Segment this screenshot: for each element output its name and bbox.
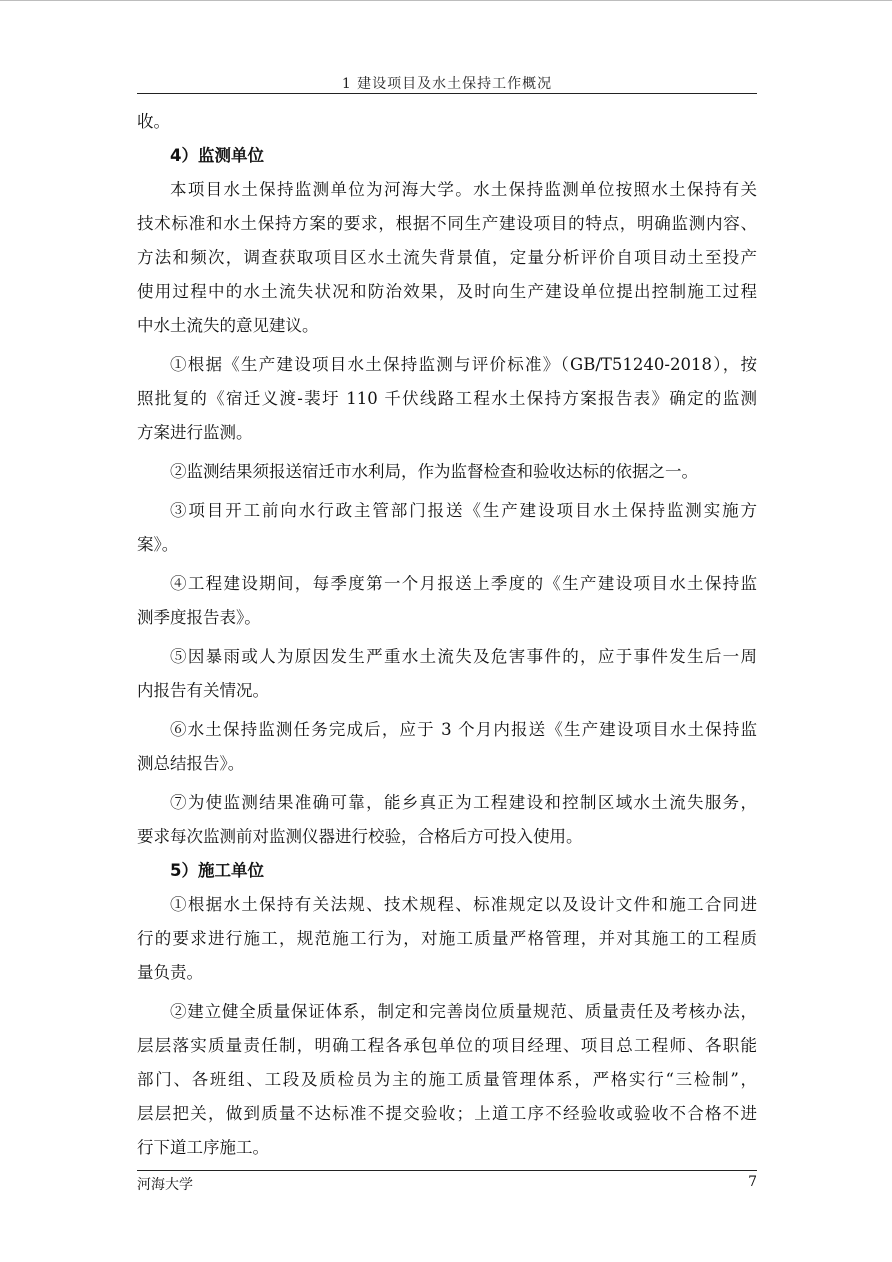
paragraph-line: 中水土流失的意见建议。 [137, 316, 319, 335]
section-4-item-4 [137, 567, 757, 635]
section-4-item-5 [137, 640, 757, 708]
paragraph-line: 内报告有关情况。 [137, 681, 269, 700]
paragraph-line: 本项目水土保持监测单位为河海大学。水土保持监测单位按照水土保持有关 [170, 180, 757, 199]
section-4-item-1 [137, 348, 757, 450]
paragraph-line: 部门、各班组、工段及质检员为主的施工质量管理体系，严格实行“三检制”， [137, 1070, 757, 1089]
paragraph-line: 照批复的《宿迁义渡-裴圩 110 千伏线路工程水土保持方案报告表》确定的监测 [137, 389, 757, 408]
paragraph-line: ②建立健全质量保证体系，制定和完善岗位质量规范、质量责任及考核办法， [170, 1002, 757, 1021]
section-4-item-2 [137, 455, 757, 489]
paragraph-line: 方法和频次，调查获取项目区水土流失背景值，定量分析评价自项目动土至投产 [137, 248, 757, 267]
paragraph-line: ⑦为使监测结果准确可靠，能乡真正为工程建设和控制区域水土流失服务， [170, 793, 757, 812]
paragraph-line: ④工程建设期间，每季度第一个月报送上季度的《生产建设项目水土保持监 [170, 574, 757, 593]
paragraph-line: 量负责。 [137, 963, 203, 982]
section-4-intro-paragraph [137, 173, 757, 343]
paragraph-line: 方案进行监测。 [137, 423, 253, 442]
header-rule [137, 93, 757, 94]
paragraph-line: 行的要求进行施工，规范施工行为，对施工质量严格管理，并对其施工的工程质 [137, 929, 757, 948]
paragraph-line: ②监测结果须报送宿迁市水利局，作为监督检查和验收达标的依据之一。 [170, 462, 698, 481]
section-5-item-1 [137, 888, 757, 990]
section-5-item-2 [137, 995, 757, 1165]
section-4-item-3 [137, 494, 757, 562]
paragraph-line: 技术标准和水土保持方案的要求，根据不同生产建设项目的特点，明确监测内容、 [137, 214, 757, 233]
section-4-item-6 [137, 713, 757, 781]
paragraph-line: 层层把关，做到质量不达标准不提交验收；上道工序不经验收或验收不合格不进 [137, 1104, 757, 1123]
page-top-edge [0, 0, 892, 1]
paragraph-line: ⑤因暴雨或人为原因发生严重水土流失及危害事件的，应于事件发生后一周 [170, 647, 757, 666]
paragraph-line: 使用过程中的水土流失状况和防治效果，及时向生产建设单位提出控制施工过程 [137, 282, 757, 301]
paragraph-line: 测季度报告表》。 [137, 608, 261, 627]
paragraph-line: ①根据水土保持有关法规、技术规程、标准规定以及设计文件和施工合同进 [170, 895, 757, 914]
section-4-heading: 4）监测单位 [170, 146, 264, 165]
running-header: 1 建设项目及水土保持工作概况 [341, 76, 553, 92]
paragraph-line: ①根据《生产建设项目水土保持监测与评价标准》（GB/T51240-2018），按 [170, 355, 757, 374]
footer-organization: 河海大学 [137, 1177, 193, 1193]
paragraph-line: 测总结报告》。 [137, 754, 245, 773]
paragraph-line: ⑥水土保持监测任务完成后，应于 3 个月内报送《生产建设项目水土保持监 [170, 720, 757, 739]
footer-rule [137, 1170, 757, 1171]
page-body [137, 105, 757, 1165]
paragraph-line: 行下道工序施工。 [137, 1138, 269, 1157]
carry-over-line: 收。 [137, 112, 170, 131]
paragraph-line: 层层落实质量责任制，明确工程各承包单位的项目经理、项目总工程师、各职能 [137, 1036, 757, 1055]
paragraph-line: 案》。 [137, 535, 179, 554]
paragraph-line: 要求每次监测前对监测仪器进行校验，合格后方可投入使用。 [137, 827, 583, 846]
page-number: 7 [748, 1174, 757, 1190]
paragraph-line: ③项目开工前向水行政主管部门报送《生产建设项目水土保持监测实施方 [170, 501, 757, 520]
section-4-item-7 [137, 786, 757, 854]
section-5-heading: 5）施工单位 [170, 861, 264, 880]
